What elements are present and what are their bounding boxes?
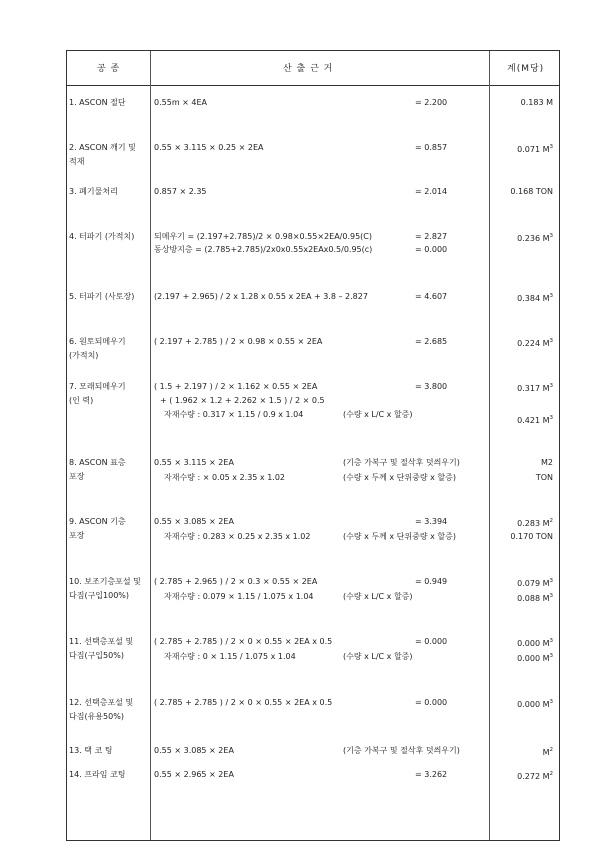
result-value: = 2.827 bbox=[415, 232, 448, 241]
result-value: = 3.800 bbox=[415, 382, 448, 391]
unit-exponent: 2 bbox=[549, 747, 553, 753]
result-value: = 2.200 bbox=[415, 98, 448, 107]
item-name: 적재 bbox=[69, 157, 85, 166]
result-value: = 4.607 bbox=[415, 292, 448, 301]
table-header bbox=[67, 51, 559, 86]
header-total: 계(M당) bbox=[507, 64, 545, 74]
formula-note: (수량 x L/C x 할증) bbox=[343, 652, 413, 661]
total-cell bbox=[536, 472, 553, 483]
total-value: 0.000 bbox=[517, 654, 541, 663]
unit-label: M bbox=[542, 594, 550, 603]
column-divider-2 bbox=[489, 51, 490, 840]
formula-note: (수량 x 두께 x 단위중량 x 할증) bbox=[343, 532, 456, 541]
unit-label: M bbox=[542, 339, 550, 348]
formula-text: (2.197 + 2.965) / 2 x 1.28 x 0.55 x 2EA + 3.8 – 2.827 bbox=[154, 292, 368, 301]
column-divider-1 bbox=[150, 51, 151, 840]
unit-label: M bbox=[542, 294, 550, 303]
formula-text: 0.55 × 3.115 × 0.25 × 2EA bbox=[154, 143, 264, 152]
total-cell bbox=[510, 186, 553, 197]
formula-note: (수량 x L/C x 할증) bbox=[343, 592, 413, 601]
unit-exponent: 3 bbox=[549, 383, 553, 389]
unit-exponent: 3 bbox=[549, 593, 553, 599]
unit-label: M bbox=[542, 654, 550, 663]
formula-text: 자재수량 : 0 × 1.15 / 1.075 x 1.04 bbox=[164, 652, 296, 661]
total-value: 0.421 bbox=[517, 416, 541, 425]
total-value: 0.000 bbox=[517, 700, 541, 709]
unit-label: M bbox=[542, 748, 550, 757]
formula-text: ( 1.5 + 2.197 ) / 2 × 1.162 × 0.55 × 2EA bbox=[154, 382, 318, 391]
total-cell bbox=[543, 745, 553, 758]
item-name: 다짐(구입100%) bbox=[69, 591, 130, 600]
total-value: 0.224 bbox=[517, 339, 541, 348]
item-name: 10. 보조기층포설 및 bbox=[69, 577, 141, 586]
item-name: (가적치) bbox=[69, 351, 99, 360]
formula-text: 0.55 × 3.085 × 2EA bbox=[154, 517, 234, 526]
total-value: 0.272 bbox=[517, 772, 541, 781]
formula-note: (기층 가복구 및 절삭후 덧씌우기) bbox=[343, 746, 460, 755]
result-value: = 0.000 bbox=[415, 637, 448, 646]
result-value: = 2.014 bbox=[415, 187, 448, 196]
unit-label: TON bbox=[535, 473, 553, 482]
total-cell bbox=[517, 697, 553, 710]
total-cell bbox=[517, 591, 553, 604]
total-value: 0.079 bbox=[517, 579, 541, 588]
total-cell bbox=[517, 651, 553, 664]
formula-text: 되메우기 = (2.197+2.785)/2 × 0.98×0.55×2EA/0.95(C) bbox=[154, 232, 373, 241]
header-basis: 산 출 근 거 bbox=[283, 64, 334, 74]
item-name: 4. 터파기 (가적치) bbox=[69, 232, 135, 241]
unit-exponent: 2 bbox=[549, 518, 553, 524]
unit-exponent: 3 bbox=[549, 338, 553, 344]
total-value: 0.168 bbox=[510, 187, 534, 196]
unit-label: M bbox=[542, 145, 550, 154]
unit-label: M bbox=[542, 772, 550, 781]
unit-label: M bbox=[542, 519, 550, 528]
formula-text: 0.55 × 3.085 × 2EA bbox=[154, 746, 234, 755]
result-value: = 3.262 bbox=[415, 770, 448, 779]
unit-exponent: 3 bbox=[549, 144, 553, 150]
unit-exponent: 3 bbox=[549, 653, 553, 659]
result-value: = 3.394 bbox=[415, 517, 448, 526]
unit-exponent: 3 bbox=[549, 578, 553, 584]
total-value: 0.071 bbox=[517, 145, 541, 154]
total-cell bbox=[541, 457, 553, 468]
formula-note: (수량 x 두께 x 단위중량 x 할증) bbox=[343, 473, 456, 482]
item-name: 12. 선택층포설 및 bbox=[69, 698, 134, 707]
formula-note: (기층 가복구 및 절삭후 덧씌우기) bbox=[343, 458, 460, 467]
unit-label: M bbox=[542, 234, 550, 243]
unit-exponent: 3 bbox=[549, 233, 553, 239]
item-name: 다짐(유용50%) bbox=[69, 712, 124, 721]
unit-exponent: 3 bbox=[549, 699, 553, 705]
total-value: 0.384 bbox=[517, 294, 541, 303]
item-name: 포장 bbox=[69, 531, 85, 540]
unit-label: M bbox=[546, 98, 553, 107]
total-cell bbox=[517, 636, 553, 649]
formula-text: + ( 1.962 × 1.2 + 2.262 × 1.5 ) / 2 × 0.5 bbox=[160, 396, 325, 405]
total-cell bbox=[517, 413, 553, 426]
formula-note: (수량 x L/C x 할증) bbox=[343, 410, 413, 419]
unit-exponent: 2 bbox=[549, 771, 553, 777]
item-name: 3. 폐기물처리 bbox=[69, 187, 118, 196]
item-name: (인 력) bbox=[69, 396, 94, 405]
total-cell bbox=[517, 381, 553, 394]
unit-label: M2 bbox=[541, 458, 553, 467]
total-value: 0.000 bbox=[517, 639, 541, 648]
total-cell bbox=[517, 336, 553, 349]
formula-text: ( 2.785 + 2.785 ) / 2 × 0 × 0.55 × 2EA x 0.5 bbox=[154, 698, 333, 707]
total-cell bbox=[517, 576, 553, 589]
formula-text: 동상방지층 = (2.785+2.785)/2x0x0.55x2EAx0.5/0.95(c) bbox=[154, 245, 373, 254]
unit-label: M bbox=[542, 700, 550, 709]
total-cell bbox=[517, 291, 553, 304]
total-cell bbox=[517, 142, 553, 155]
unit-exponent: 3 bbox=[549, 293, 553, 299]
formula-text: 0.857 × 2.35 bbox=[154, 187, 207, 196]
item-name: 8. ASCON 표층 bbox=[69, 458, 126, 467]
formula-text: ( 2.197 + 2.785 ) / 2 × 0.98 × 0.55 × 2EA bbox=[154, 337, 323, 346]
item-name: 다짐(구입50%) bbox=[69, 651, 124, 660]
total-cell bbox=[517, 769, 553, 782]
total-cell bbox=[521, 97, 553, 108]
result-value: = 2.685 bbox=[415, 337, 448, 346]
total-value: 0.088 bbox=[517, 594, 541, 603]
item-name: 14. 프라임 코팅 bbox=[69, 770, 126, 779]
formula-text: 0.55 × 3.115 × 2EA bbox=[154, 458, 234, 467]
item-name: 6. 원토되메우기 bbox=[69, 337, 126, 346]
result-value: = 0.000 bbox=[415, 698, 448, 707]
unit-exponent: 3 bbox=[549, 638, 553, 644]
unit-label: M bbox=[542, 579, 550, 588]
formula-text: 자재수량 : 0.317 × 1.15 / 0.9 x 1.04 bbox=[164, 410, 304, 419]
item-name: 5. 터파기 (사토장) bbox=[69, 292, 135, 301]
item-name: 9. ASCON 기층 bbox=[69, 517, 126, 526]
formula-text: 자재수량 : × 0.05 x 2.35 x 1.02 bbox=[164, 473, 286, 482]
total-cell bbox=[517, 516, 553, 529]
formula-text: ( 2.785 + 2.965 ) / 2 × 0.3 × 0.55 × 2EA bbox=[154, 577, 318, 586]
unit-label: TON bbox=[535, 187, 553, 196]
item-name: 포장 bbox=[69, 472, 85, 481]
header-item: 공 종 bbox=[97, 64, 121, 74]
formula-text: 자재수량 : 0.283 × 0.25 x 2.35 x 1.02 bbox=[164, 532, 311, 541]
unit-label: M bbox=[542, 416, 550, 425]
total-value: 0.170 bbox=[510, 532, 534, 541]
unit-label: M bbox=[542, 639, 550, 648]
total-value: 0.283 bbox=[517, 519, 541, 528]
unit-label: M bbox=[542, 384, 550, 393]
formula-text: 0.55 × 2.965 × 2EA bbox=[154, 770, 234, 779]
item-name: 1. ASCON 절단 bbox=[69, 98, 126, 107]
formula-text: ( 2.785 + 2.785 ) / 2 × 0 × 0.55 × 2EA x 0.5 bbox=[154, 637, 333, 646]
unit-exponent: 3 bbox=[549, 415, 553, 421]
total-value: 0.183 bbox=[520, 98, 544, 107]
total-value: 0.317 bbox=[517, 384, 541, 393]
formula-text: 0.55m × 4EA bbox=[154, 98, 208, 107]
item-name: 11. 선택층포설 및 bbox=[69, 637, 134, 646]
total-cell bbox=[510, 531, 553, 542]
unit-label: TON bbox=[535, 532, 553, 541]
result-value: = 0.949 bbox=[415, 577, 448, 586]
item-name: 2. ASCON 깨기 및 bbox=[69, 143, 136, 152]
item-name: 13. 택 코 팅 bbox=[69, 746, 113, 755]
quantity-table bbox=[66, 50, 560, 841]
item-name: 7. 모래되메우기 bbox=[69, 382, 126, 391]
total-value: 0.236 bbox=[517, 234, 541, 243]
formula-text: 자재수량 : 0.079 × 1.15 / 1.075 x 1.04 bbox=[164, 592, 314, 601]
result-value: = 0.857 bbox=[415, 143, 448, 152]
total-cell bbox=[517, 231, 553, 244]
result-value: = 0.000 bbox=[415, 245, 448, 254]
